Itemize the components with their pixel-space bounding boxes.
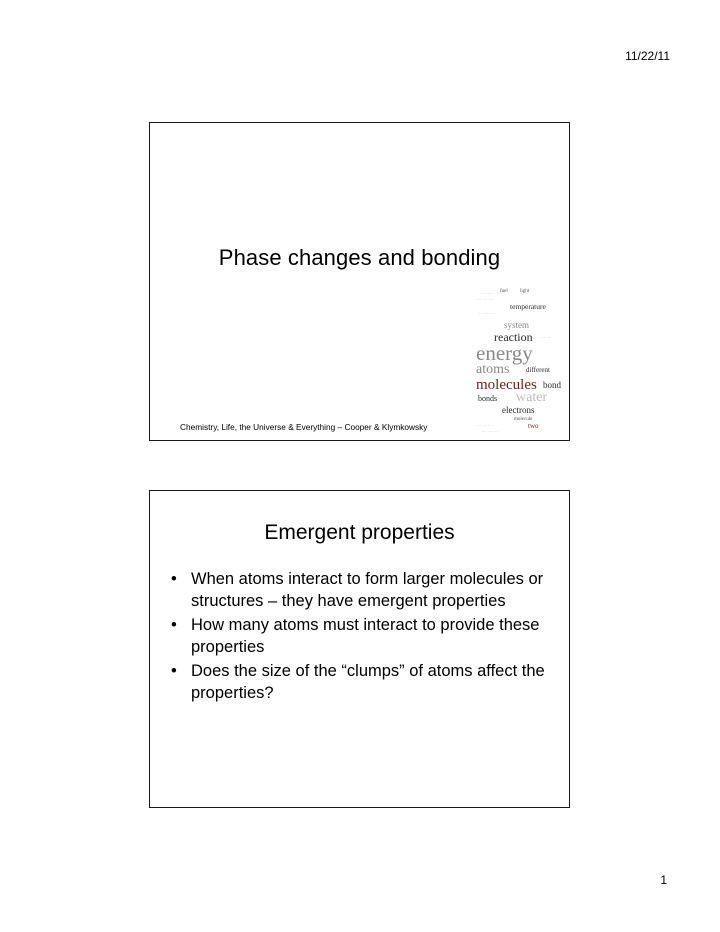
cloud-word-two: two <box>528 422 539 430</box>
slide-2 <box>149 490 570 808</box>
cloud-word-fuel: fuel <box>500 289 508 294</box>
cloud-word-molecules: molecules <box>476 377 537 393</box>
page-date: 11/22/11 <box>625 49 670 63</box>
slide-1 <box>149 122 570 441</box>
cloud-word-molecule: molecule <box>514 417 533 422</box>
bullet-item: • Does the size of the “clumps” of atoms affect the properties? <box>170 660 560 704</box>
cloud-word-different: different <box>526 366 550 374</box>
cloud-word-bonds: bonds <box>478 394 498 403</box>
cloud-word-water: water <box>516 390 548 405</box>
bullet-item: • When atoms interact to form larger molecules or structures – they have emergent properties <box>170 568 560 612</box>
cloud-filler: ····· ···· ····· <box>476 298 495 302</box>
cloud-word-reaction: reaction <box>494 330 533 344</box>
cloud-word-energy: energy <box>476 341 533 365</box>
cloud-filler: ······ ··· ·· ···· <box>480 292 501 296</box>
cloud-word-bond: bond <box>543 380 561 390</box>
slide-1-title: Phase changes and bonding <box>218 245 501 270</box>
cloud-word-temperature: temperature <box>510 302 546 311</box>
cloud-filler: ···· ····· ···· <box>478 312 495 316</box>
cloud-word-electrons: electrons <box>502 405 535 415</box>
cloud-filler: ····· ··· <box>540 336 551 340</box>
cloud-filler: ···· ····· ··· <box>482 430 498 434</box>
cloud-word-system: system <box>504 320 530 330</box>
cloud-filler: ····· ··· ····· <box>476 424 493 428</box>
cloud-word-light: light <box>520 289 530 294</box>
bullet-item: • How many atoms must interact to provide these properties <box>170 614 560 658</box>
cloud-word-atoms: atoms <box>476 362 510 377</box>
word-cloud-image <box>476 285 564 437</box>
page-number: 1 <box>660 873 667 887</box>
slide-1-footer: Chemistry, Life, the Universe & Everything – Cooper & Klymkowsky <box>180 422 428 432</box>
slide-2-title: Emergent properties <box>264 521 455 544</box>
bullet-list <box>170 568 560 706</box>
